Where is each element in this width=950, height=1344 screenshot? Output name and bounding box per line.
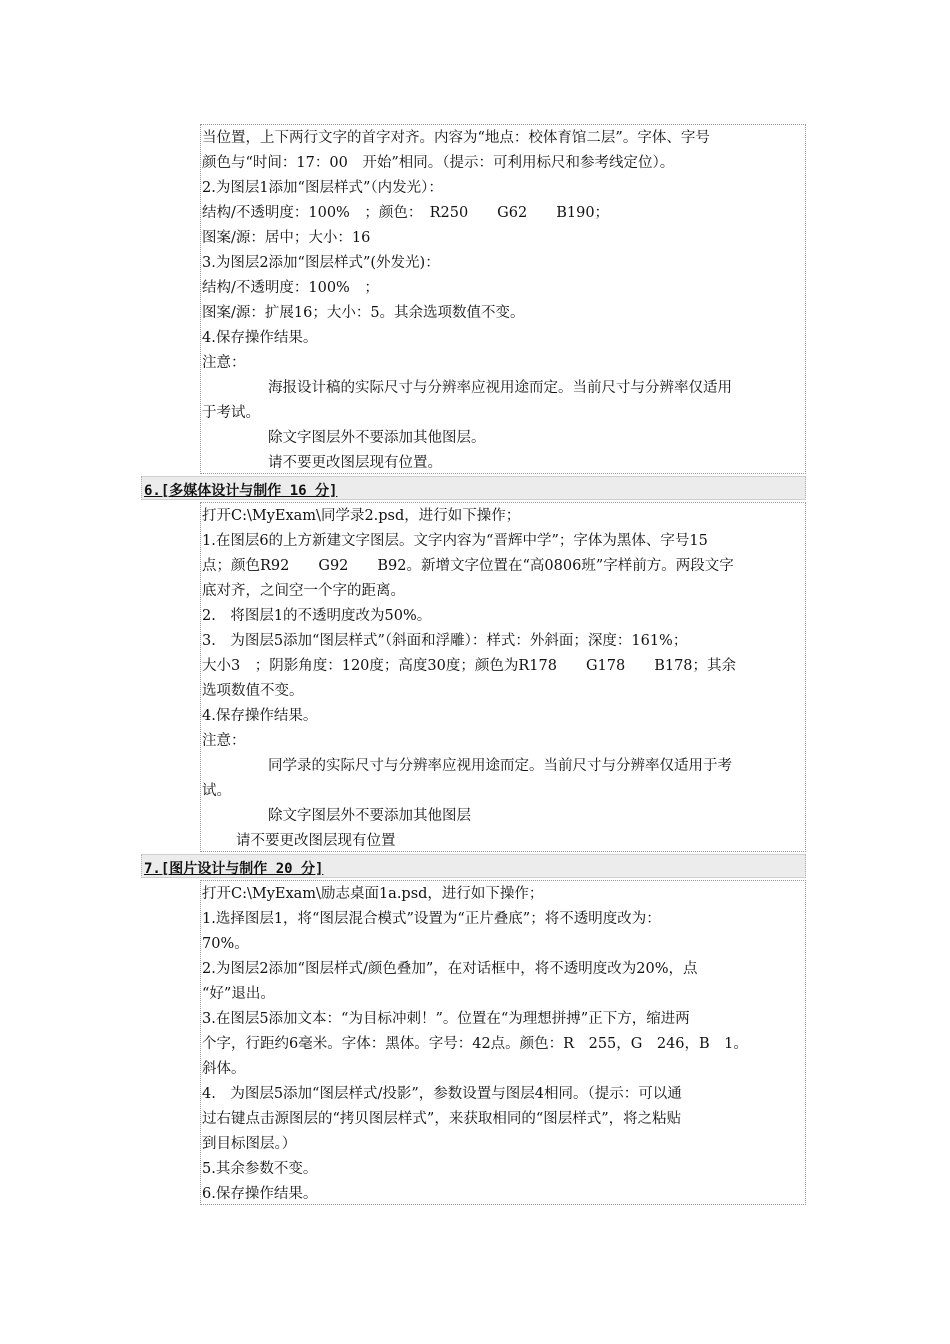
text-line: 3. 为图层5添加“图层样式”（斜面和浮雕）：样式：外斜面；深度：161%； bbox=[202, 633, 688, 649]
text-line: 颜色与“时间：17：00 开始”相同。（提示：可利用标尺和参考线定位）。 bbox=[202, 155, 675, 171]
text-line: 2.为图层1添加“图层样式”（内发光）： bbox=[202, 180, 443, 196]
text-line: 4. 为图层5添加“图层样式/投影”，参数设置与图层4相同。（提示：可以通 bbox=[202, 1086, 682, 1102]
text-line: 除文字图层外不要添加其他图层 bbox=[268, 808, 471, 824]
text-line: 70%。 bbox=[202, 936, 249, 952]
section6-title: 6.[多媒体设计与制作 16 分] bbox=[144, 483, 338, 499]
section7-title: 7.[图片设计与制作 20 分] bbox=[144, 861, 324, 877]
text-line: 到目标图层。） bbox=[202, 1136, 297, 1152]
text-line: 底对齐，之间空一个字的距离。 bbox=[202, 583, 405, 599]
text-line: 过右键点击源图层的“拷贝图层样式”，来获取相同的“图层样式”，将之粘贴 bbox=[202, 1111, 682, 1127]
text-line: 试。 bbox=[202, 783, 231, 799]
text-line: 4.保存操作结果。 bbox=[202, 708, 318, 724]
text-line: 4.保存操作结果。 bbox=[202, 330, 318, 346]
text-line: 斜体。 bbox=[202, 1061, 246, 1077]
section6-box bbox=[200, 502, 806, 852]
text-line: “好”退出。 bbox=[202, 986, 275, 1002]
text-line: 请不要更改图层现有位置。 bbox=[268, 455, 442, 471]
text-line: 6.保存操作结果。 bbox=[202, 1186, 318, 1202]
text-line: 2. 将图层1的不透明度改为50%。 bbox=[202, 608, 432, 624]
text-line: 海报设计稿的实际尺寸与分辨率应视用途而定。当前尺寸与分辨率仅适用 bbox=[268, 380, 732, 396]
text-line: 点；颜色R92 G92 B92。新增文字位置在“高0806班”字样前方。两段文字 bbox=[202, 558, 734, 574]
text-line: 5.其余参数不变。 bbox=[202, 1161, 318, 1177]
text-line: 同学录的实际尺寸与分辨率应视用途而定。当前尺寸与分辨率仅适用于考 bbox=[268, 758, 732, 774]
text-line: 请不要更改图层现有位置 bbox=[236, 833, 396, 849]
text-line: 除文字图层外不要添加其他图层。 bbox=[268, 430, 486, 446]
text-line: 选项数值不变。 bbox=[202, 683, 304, 699]
text-line: 当位置，上下两行文字的首字对齐。内容为“地点：校体育馆二层”。字体、字号 bbox=[202, 130, 710, 146]
text-line: 1.选择图层1，将“图层混合模式”设置为“正片叠底”；将不透明度改为： bbox=[202, 911, 661, 927]
text-line: 结构/不透明度：100% ；颜色： R250 G62 B190； bbox=[202, 205, 610, 221]
section5-box bbox=[200, 124, 806, 474]
text-line: 结构/不透明度：100% ； bbox=[202, 280, 379, 296]
text-line: 3.为图层2添加“图层样式”(外发光)： bbox=[202, 255, 440, 271]
text-line: 2.为图层2添加“图层样式/颜色叠加”，在对话框中，将不透明度改为20%，点 bbox=[202, 961, 698, 977]
note-label: 注意： bbox=[202, 733, 246, 749]
text-line: 于考试。 bbox=[202, 405, 260, 421]
text-line: 3.在图层5添加文本：“为目标冲刺！”。位置在“为理想拼搏”正下方，缩进两 bbox=[202, 1011, 690, 1027]
text-line: 1.在图层6的上方新建文字图层。文字内容为“晋辉中学”；字体为黑体、字号15 bbox=[202, 533, 708, 549]
section6-header bbox=[141, 476, 806, 500]
section7-header bbox=[141, 854, 806, 878]
text-line: 打开C:\MyExam\同学录2.psd，进行如下操作； bbox=[202, 508, 521, 524]
text-line: 个字，行距约6毫米。字体：黑体。字号：42点。颜色：R 255，G 246，B 1。 bbox=[202, 1036, 748, 1052]
note-label: 注意： bbox=[202, 355, 246, 371]
text-line: 图案/源：居中；大小：16 bbox=[202, 230, 371, 246]
text-line: 打开C:\MyExam\励志桌面1a.psd，进行如下操作； bbox=[202, 886, 544, 902]
text-line: 图案/源：扩展16；大小：5。其余选项数值不变。 bbox=[202, 305, 525, 321]
text-line: 大小3 ；阴影角度：120度；高度30度；颜色为R178 G178 B178；其余 bbox=[202, 658, 737, 674]
